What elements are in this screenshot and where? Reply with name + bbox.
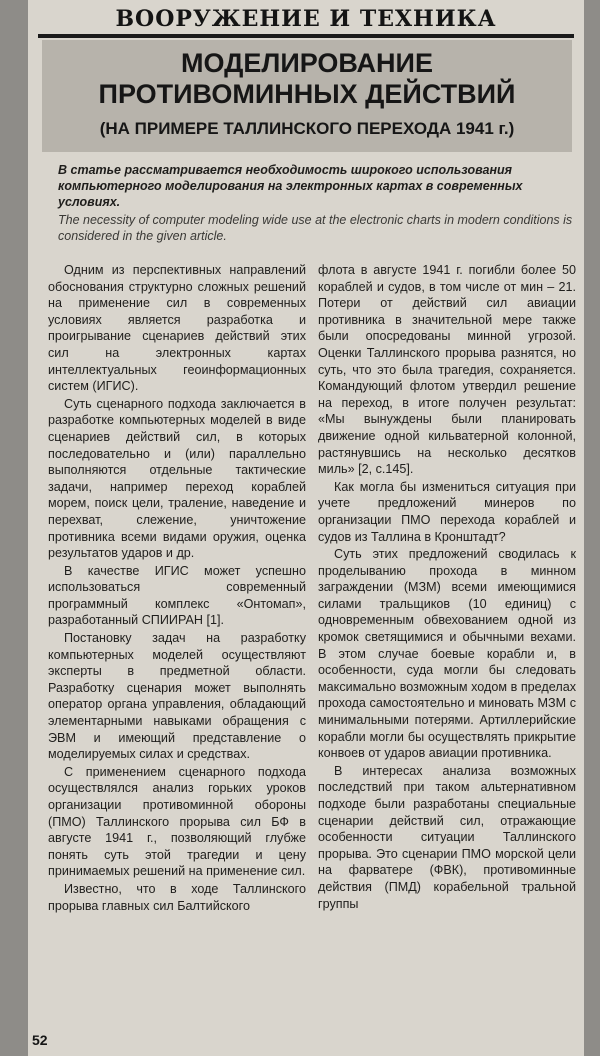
text-column-right — [318, 262, 576, 1002]
article-subtitle: (НА ПРИМЕРЕ ТАЛЛИНСКОГО ПЕРЕХОДА 1941 г.) — [99, 119, 515, 138]
paragraph: Известно, что в ходе Таллинского прорыва главных сил Балтийского — [48, 881, 306, 913]
abstract — [58, 162, 578, 244]
paragraph: Как могла бы измениться ситуация при учете предложений минеров по организации ПМО перехода кораблей и судов из Таллина в Кронштадт? — [318, 479, 576, 544]
magazine-page — [28, 0, 584, 1056]
section-rubric: ВООРУЖЕНИЕ И ТЕХНИКА — [38, 4, 574, 38]
paragraph: Одним из перспективных направлений обоснования структурно сложных решений на применение сил в современных условиях является разработка и проигрывание сценариев действий этих сил на электронных картах интеллектуальных геоинформационных систем (ИГИС). — [48, 263, 306, 394]
paragraph: флота в августе 1941 г. погибли более 50 кораблей и судов, в том числе от мин – 21. Потери от действий сил авиации противника в значительной мере также были опосредованы минной угрозой. Оценки Таллинского прорыва разнятся, но суть, что это была трагедия, сохраняется. Командующий флотом утвердил решение на переход, в итоге получен результат: «Мы вынуждены были планировать движение одной кильватерной колонной, растянувшись на несколько десятков миль» [2, с.145]. — [318, 263, 576, 477]
paragraph: Суть сценарного подхода заключается в разработке компьютерных моделей в виде сценариев действий сил, в которых последовательно и (или) параллельно выполняются отдельные тактические задачи, например переход кораблей морем, поиск цели, траление, наведение и перехват, слежение, уничтожение противника всеми видами оружия, оценка результатов ударов и др. — [48, 396, 306, 561]
paragraph: С применением сценарного подхода осуществлялся анализ горьких уроков организации противоминной обороны (ПМО) Таллинского прорыва сил БФ в августе 1941 г., позволяющий глубже понять суть этой трагедии и цену принимаемых решений на применение сил. — [48, 764, 306, 879]
abstract-english: The necessity of computer modeling wide use at the electronic charts in modern conditions is considered in the given article. — [58, 213, 573, 243]
article-title-line-2: ПРОТИВОМИННЫХ ДЕЙСТВИЙ — [98, 79, 516, 109]
page-number: 52 — [32, 1032, 48, 1048]
paragraph: В качестве ИГИС может успешно использоваться современный программный комплекс «Онтомап», разработанный СПИИРАН [1]. — [48, 563, 306, 628]
abstract-russian: В статье рассматривается необходимость широкого использования компьютерного моделирования на электронных картах в современных условиях. — [58, 163, 523, 209]
paragraph: Суть этих предложений сводилась к проделыванию прохода в минном заграждении (МЗМ) всеми имеющимися силами тральщиков (10 единиц) с одновременным обвехованием одной из кромок светящимися и обычными вехами. В этом случае боевые корабли и, в особенности, суда могли бы следовать максимально возможным ходом в пределах прохода самостоятельно и миновать МЗМ с минимальными потерями. Артиллерийские корабли могли бы осуществлять прикрытие конвоев от ударов авиации противника. — [318, 547, 576, 761]
article-title-line-1: МОДЕЛИРОВАНИЕ — [181, 48, 433, 78]
text-column-left — [48, 262, 306, 1002]
paragraph: Постановку задач на разработку компьютерных моделей осуществляют эксперты в предметной области. Разработку сценария может выполнять оператор органа управления, обладающий элементарными навыками обращения с ЭВМ и имеющий представление о моделируемых силах и средствах. — [48, 631, 306, 762]
paragraph: В интересах анализа возможных последствий при таком альтернативном подходе были разработаны специальные сценарии действий сил, отражающие особенности ситуации Таллинского прорыва. Это сценарии ПМО морской цели на фарватере (ФВК), противоминные действия (ПМД) корабельной тральной группы — [318, 763, 576, 911]
article-title-block — [42, 40, 572, 152]
